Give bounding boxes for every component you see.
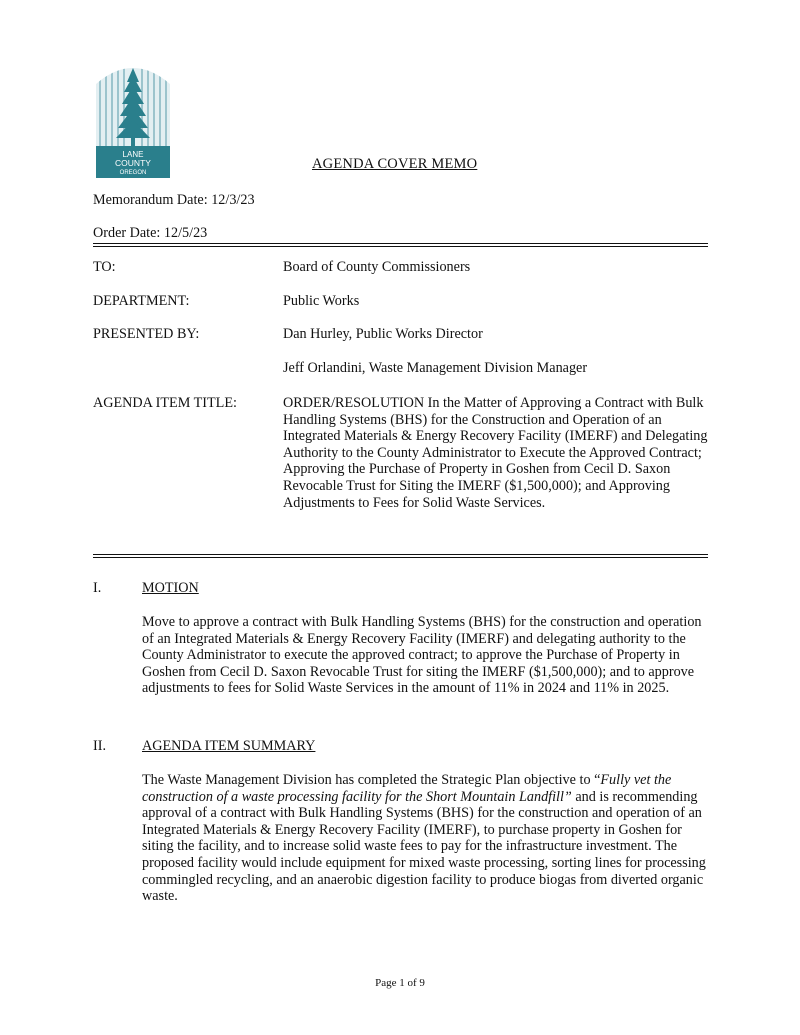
memo-title: AGENDA COVER MEMO <box>312 156 478 172</box>
to-value: Board of County Commissioners <box>283 259 471 275</box>
summary-text-before: The Waste Management Division has completed the Strategic Plan objective to “ <box>142 772 601 788</box>
section-number-motion: I. <box>93 580 102 596</box>
header-divider-top <box>93 243 708 247</box>
presented-by-value-2: Jeff Orlandini, Waste Management Division Manager <box>283 360 588 376</box>
logo-text-lane: LANE <box>122 150 144 159</box>
lane-county-logo <box>96 62 170 178</box>
order-date: Order Date: 12/5/23 <box>93 225 208 241</box>
tree-logo-icon <box>96 62 170 178</box>
motion-text: Move to approve a contract with Bulk Handling Systems (BHS) for the construction and operation of an Integrated Materials & Energy Recovery Facility (IMERF) and delegating authority to the County Administrator to execute the approved contract; to approve the Purchase of Property in Goshen from Cecil D. Saxon Revocable Trust for siting the IMERF ($1,500,000); and to approve adjustments to fees for Solid Waste Services in the amount of 11% in 2024 and 11% in 2025. <box>142 614 702 697</box>
memorandum-date: Memorandum Date: 12/3/23 <box>93 192 255 208</box>
logo-text-oregon: OREGON <box>119 170 147 176</box>
section-number-summary: II. <box>93 738 106 754</box>
to-label: TO: <box>93 259 116 275</box>
logo-text-county: COUNTY <box>115 158 151 168</box>
department-value: Public Works <box>283 293 360 309</box>
agenda-item-title-label: AGENDA ITEM TITLE: <box>93 395 237 411</box>
header-divider-bottom <box>93 554 708 558</box>
summary-text-italic: Fully vet the construction of a waste processing facility for the Short Mountain Landfill” <box>142 772 672 805</box>
presented-by-value: Dan Hurley, Public Works Director <box>283 326 483 342</box>
page-footer: Page 1 of 9 <box>375 977 425 989</box>
section-heading-motion: MOTION <box>142 580 199 596</box>
agenda-item-title-value: ORDER/RESOLUTION In the Matter of Approving a Contract with Bulk Handling Systems (BHS) for the Construction and Operation of an Integrated Materials & Energy Recovery Facility (IMERF) and Delegating Authority to the County Administrator to Execute the Approved Contract; Approving the Purchase of Property in Goshen from Cecil D. Saxon Revocable Trust for Siting the IMERF ($1,500,000); and Approving Adjustments to Fees for Solid Waste Services. <box>283 395 708 511</box>
summary-text-after: and is recommending approval of a contract with Bulk Handling Systems (BHS) for the construction and operation of an Integrated Materials & Energy Recovery Facility (IMERF), to purchase property in Goshen for siting the facility, and to increase solid waste fees to pay for the infrastructure investment. The proposed facility would include equipment for mixed waste processing, sorting lines for processing commingled recycling, and an anaerobic digestion facility to produce biogas from diverted organic waste. <box>142 788 706 905</box>
summary-text <box>142 772 712 905</box>
section-heading-summary: AGENDA ITEM SUMMARY <box>142 738 316 754</box>
department-label: DEPARTMENT: <box>93 293 190 309</box>
presented-by-label: PRESENTED BY: <box>93 326 200 342</box>
